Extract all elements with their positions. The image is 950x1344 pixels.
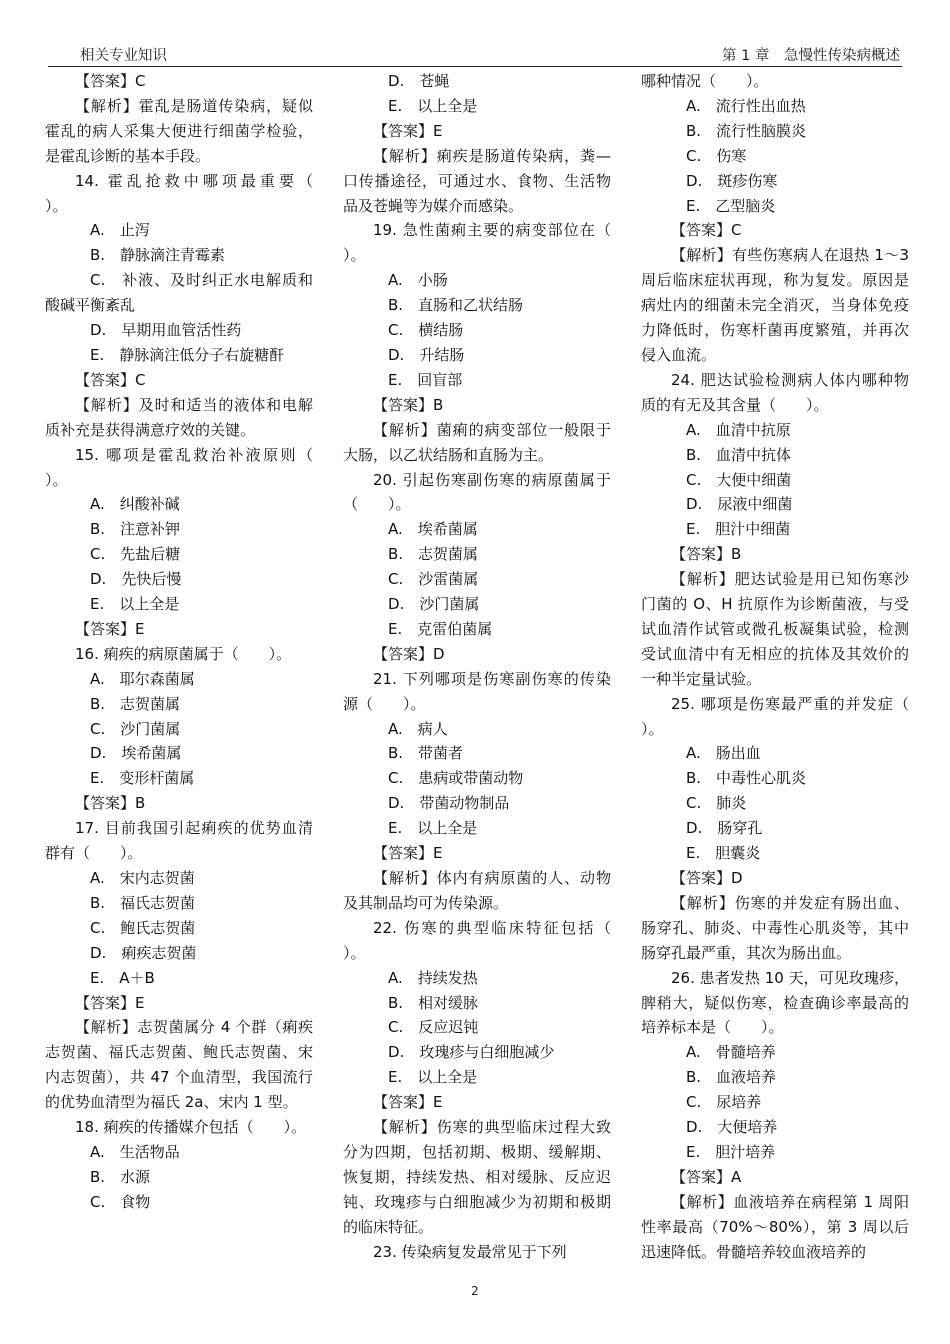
answer-or-explanation: 【解析】血液培养在病程第 1 周阳性率最高（70%～80%），第 3 周以后迅速降低。骨髓培养较血液培养的	[641, 1192, 909, 1261]
answer-or-explanation: 【解析】及时和适当的液体和电解质补充是获得满意疗效的关键。	[45, 395, 313, 439]
answer-option: E. 回盲部	[388, 370, 463, 389]
answer-option: B. 相对缓脉	[388, 993, 479, 1012]
answer-option: E. 乙型脑炎	[686, 196, 776, 215]
answer-or-explanation: 【解析】体内有病原菌的人、动物及其制品均可为传染源。	[343, 869, 611, 912]
answer-or-explanation: 【答案】E	[75, 993, 145, 1012]
question-stem: 24. 肥达试验检测病人体内哪种物质的有无及其含量（ ）。	[641, 370, 909, 414]
answer-option: A. 宋内志贺菌	[90, 869, 195, 887]
text-column-right	[641, 69, 940, 1265]
question-stem: 14. 霍乱抢救中哪项最重要（ ）。	[45, 171, 344, 215]
answer-option: B. 带菌者	[388, 744, 464, 763]
answer-or-explanation: 【答案】B	[75, 794, 146, 813]
running-header-right: 第 1 章 急慢性传染病概述	[722, 48, 900, 64]
answer-option: B. 血液培养	[686, 1068, 777, 1087]
question-stem: 22. 伤寒的典型临床特征包括（ ）。	[343, 918, 642, 962]
answer-option: D. 带菌动物制品	[388, 794, 510, 813]
answer-option: D. 斑疹伤寒	[686, 171, 778, 190]
answer-option: C. 补液、及时纠正水电解质和酸碱平衡紊乱	[45, 271, 313, 315]
answer-option: C. 沙雷菌属	[388, 570, 479, 589]
question-stem: 26. 患者发热 10 天，可见玫瑰疹，脾稍大，疑似伤寒，检查确诊率最高的培养标本是（ ）。	[641, 968, 909, 1037]
answer-option: C. 大便中细菌	[686, 470, 792, 489]
answer-option: E. 克雷伯菌属	[388, 619, 493, 638]
header-rule	[48, 66, 902, 67]
answer-or-explanation: 【答案】C	[671, 221, 742, 240]
answer-option: A. 耶尔森菌属	[90, 669, 195, 688]
answer-option: B. 静脉滴注青霉素	[90, 246, 226, 265]
answer-or-explanation: 【答案】B	[671, 545, 742, 564]
text-column-middle	[343, 69, 642, 1265]
answer-or-explanation: 【答案】E	[373, 1093, 443, 1112]
answer-option: B. 福氏志贺菌	[90, 893, 196, 912]
answer-or-explanation: 【答案】C	[75, 72, 146, 90]
answer-option: C. 先盐后糖	[90, 545, 181, 564]
answer-or-explanation: 【答案】C	[75, 370, 146, 389]
answer-or-explanation: 【答案】B	[373, 395, 444, 414]
answer-option: E. 变形杆菌属	[90, 769, 195, 788]
answer-or-explanation: 【答案】E	[373, 121, 443, 140]
answer-option: C. 肺炎	[686, 794, 747, 813]
answer-option: C. 沙门菌属	[90, 719, 181, 738]
answer-option: A. 骨髓培养	[686, 1043, 776, 1062]
answer-or-explanation: 【解析】痢疾是肠道传染病，粪—口传播途径，可通过水、食物、生活物品及苍蝇等为媒介而感染。	[343, 146, 611, 215]
answer-option: A. 持续发热	[388, 968, 478, 987]
answer-or-explanation: 【解析】伤寒的典型临床过程大致分为四期，包括初期、极期、缓解期、恢复期，持续发热、相对缓脉、反应迟钝、玫瑰疹与白细胞减少为初期和极期的临床特征。	[343, 1118, 611, 1236]
answer-option: A. 止泻	[90, 221, 150, 240]
answer-option: D. 苍蝇	[388, 72, 450, 90]
answer-option: E. 以上全是	[388, 1068, 478, 1087]
answer-option: A. 小肠	[388, 271, 448, 290]
answer-option: D. 大便培养	[686, 1118, 778, 1137]
answer-option: E. 胆汁培养	[686, 1142, 776, 1161]
answer-or-explanation: 【答案】E	[373, 844, 443, 863]
answer-option: B. 流行性脑膜炎	[686, 121, 807, 140]
answer-option: D. 沙门菌属	[388, 595, 480, 614]
answer-option: D. 升结肠	[388, 345, 465, 364]
answer-or-explanation: 【解析】伤寒的并发症有肠出血、肠穿孔、肺炎、中毒性心肌炎等，其中肠穿孔最严重，其次为肠出血。	[641, 893, 909, 962]
answer-option: B. 志贺菌属	[90, 694, 181, 713]
answer-option: C. 尿培养	[686, 1093, 762, 1112]
answer-option: C. 患病或带菌动物	[388, 769, 524, 788]
answer-or-explanation: 【解析】菌痢的病变部位一般限于大肠，以乙状结肠和直肠为主。	[343, 420, 611, 464]
answer-or-explanation: 【解析】霍乱是肠道传染病，疑似霍乱的病人采集大便进行细菌学检验，是霍乱诊断的基本手段。	[45, 96, 313, 165]
question-stem: 23. 传染病复发最常见于下列	[373, 1242, 567, 1261]
answer-option: D. 先快后慢	[90, 570, 182, 589]
answer-option: C. 食物	[90, 1192, 151, 1211]
running-header-left: 相关专业知识	[80, 48, 167, 64]
answer-option: E. 胆囊炎	[686, 844, 761, 863]
answer-option: D. 玫瑰疹与白细胞减少	[388, 1043, 555, 1062]
answer-or-explanation: 【答案】A	[671, 1167, 742, 1186]
answer-option: B. 中毒性心肌炎	[686, 769, 807, 788]
question-stem: 15. 哪项是霍乱救治补液原则（ ）。	[45, 445, 344, 489]
answer-or-explanation: 【答案】E	[75, 619, 145, 638]
answer-or-explanation: 【答案】D	[671, 869, 743, 887]
question-stem: 18. 痢疾的传播媒介包括（ ）。	[75, 1118, 307, 1137]
question-stem: 21. 下列哪项是伤寒副伤寒的传染源（ ）。	[343, 669, 611, 713]
answer-option: E. 以上全是	[388, 819, 478, 838]
answer-option: E. 以上全是	[90, 595, 180, 614]
answer-option: D. 尿液中细菌	[686, 495, 793, 514]
question-stem: 17. 目前我国引起痢疾的优势血清群有（ ）。	[45, 819, 313, 863]
question-stem: 16. 痢疾的病原菌属于（ ）。	[75, 644, 292, 663]
answer-option: A. 纠酸补碱	[90, 495, 180, 514]
answer-or-explanation: 【解析】肥达试验是用已知伤寒沙门菌的 O、H 抗原作为诊断菌液，与受试血清作试管或微孔板凝集试验，检测受试血清中有无相应的抗体及其效价的一种半定量试验。	[641, 570, 909, 688]
question-stem: 19. 急性菌痢主要的病变部位在（ ）。	[343, 221, 642, 265]
text-column-left	[45, 69, 344, 1215]
answer-option: E. 静脉滴注低分子右旋糖酐	[90, 345, 285, 364]
answer-or-explanation: 【解析】有些伤寒病人在退热 1～3 周后临床症状再现，称为复发。原因是病灶内的细菌未完全消灭，当身体免疫力降低时，伤寒杆菌再度繁殖，并再次侵入血流。	[641, 246, 914, 364]
answer-option: B. 注意补钾	[90, 520, 181, 539]
answer-option: C. 鲍氏志贺菌	[90, 918, 196, 937]
answer-option: A. 生活物品	[90, 1142, 180, 1161]
answer-or-explanation: 【答案】D	[373, 644, 445, 663]
answer-option: D. 肠穿孔	[686, 819, 763, 838]
answer-option: A. 病人	[388, 719, 448, 738]
answer-option: B. 志贺菌属	[388, 545, 479, 564]
question-stem-continued: 哪种情况（ ）。	[641, 72, 769, 90]
page-number: 2	[471, 1284, 479, 1298]
question-stem: 25. 哪项是伤寒最严重的并发症（ ）。	[641, 694, 940, 738]
answer-option: D. 痢疾志贺菌	[90, 943, 197, 962]
answer-option: D. 埃希菌属	[90, 744, 182, 763]
answer-option: B. 血清中抗体	[686, 445, 792, 464]
answer-option: B. 水源	[90, 1167, 151, 1186]
answer-option: A. 埃希菌属	[388, 520, 478, 539]
answer-option: C. 横结肠	[388, 321, 464, 340]
answer-option: B. 直肠和乙状结肠	[388, 296, 524, 315]
answer-option: E. A＋B	[90, 968, 155, 987]
answer-option: A. 流行性出血热	[686, 96, 806, 115]
answer-option: E. 以上全是	[388, 96, 478, 115]
answer-option: E. 胆汁中细菌	[686, 520, 791, 539]
answer-option: D. 早期用血管活性药	[90, 321, 242, 340]
answer-option: A. 肠出血	[686, 744, 761, 763]
answer-option: C. 反应迟钝	[388, 1018, 479, 1037]
answer-or-explanation: 【解析】志贺菌属分 4 个群（痢疾志贺菌、福氏志贺菌、鲍氏志贺菌、宋内志贺菌），共 47 个血清型，我国流行的优势血清型为福氏 2a、宋内 1 型。	[45, 1018, 313, 1112]
question-stem: 20. 引起伤寒副伤寒的病原菌属于（ ）。	[343, 470, 611, 514]
answer-option: A. 血清中抗原	[686, 420, 791, 439]
answer-option: C. 伤寒	[686, 146, 747, 165]
